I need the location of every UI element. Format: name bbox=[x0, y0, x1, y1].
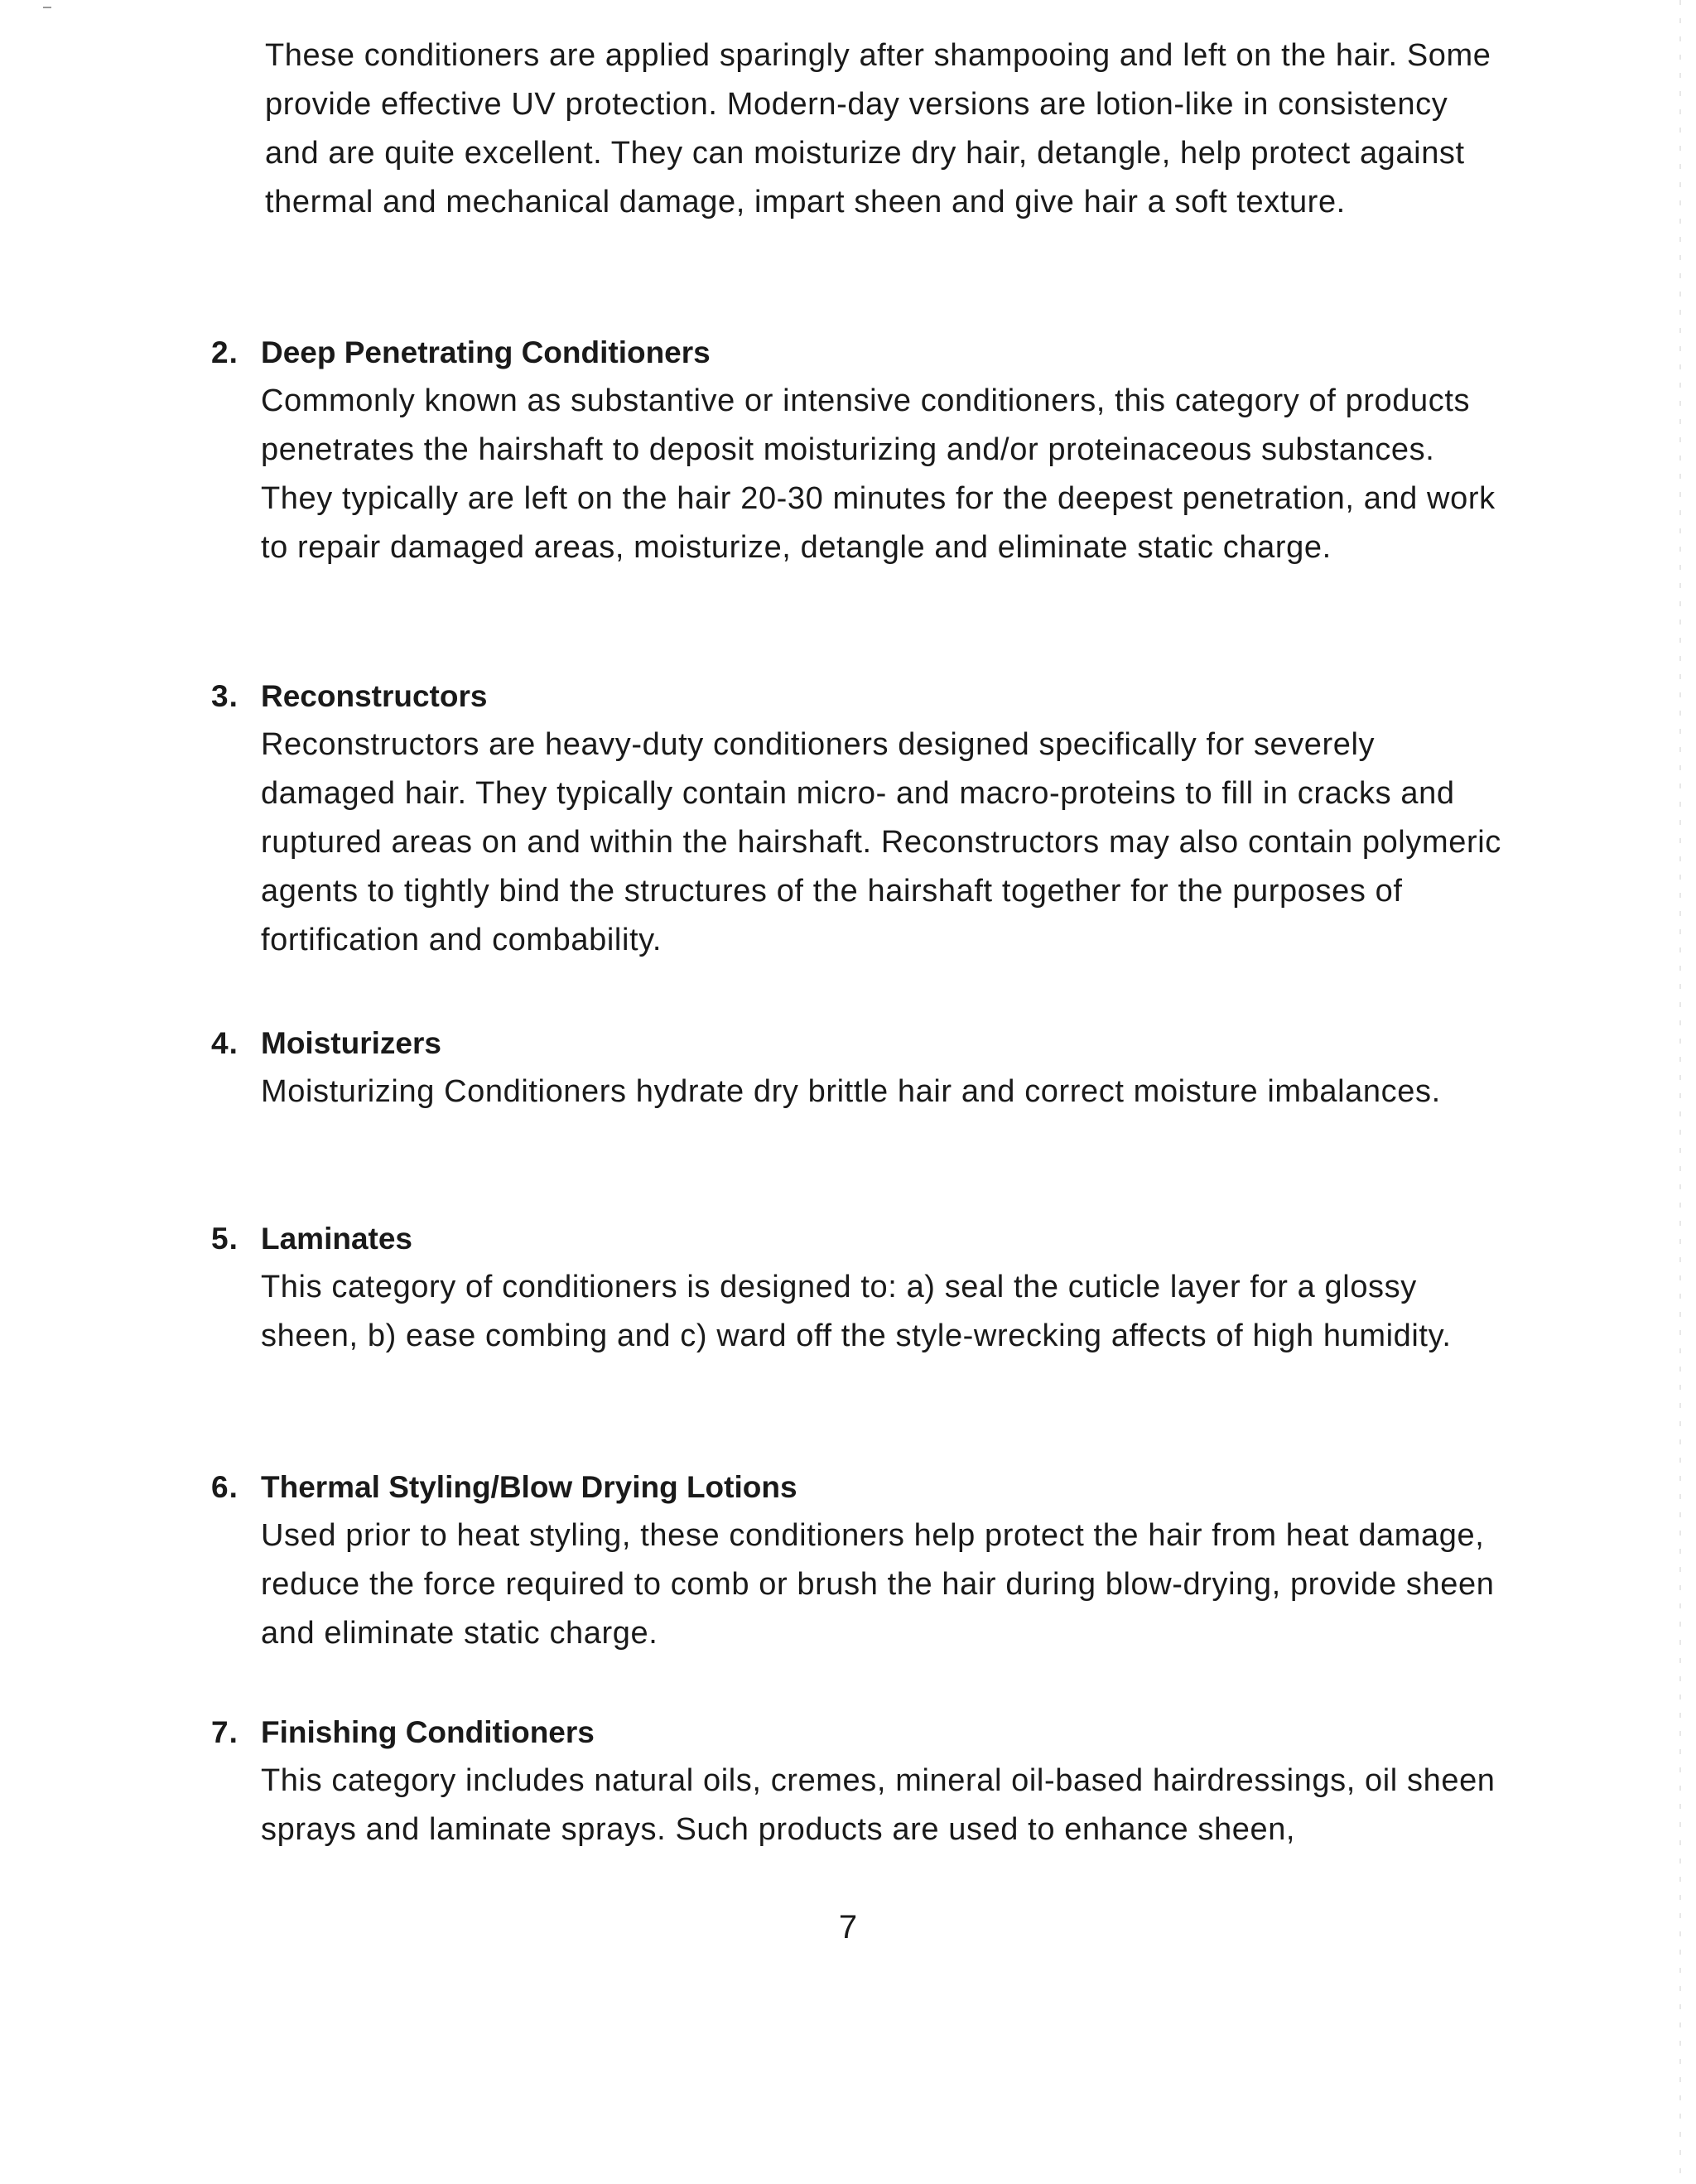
list-item-reconstructors bbox=[211, 672, 1536, 965]
list-item-title: Moisturizers bbox=[261, 1026, 441, 1060]
list-item-title: Laminates bbox=[261, 1222, 413, 1256]
list-item-body: This category of conditioners is designed to: a) seal the cuticle layer for a glossy sheen, b) ease combing and c) ward off the style-wrecking affects of high humidity. bbox=[261, 1270, 1452, 1353]
list-item-heading bbox=[211, 328, 1536, 377]
page-number: 7 bbox=[838, 1909, 858, 1945]
list-item-laminates bbox=[211, 1214, 1536, 1361]
list-item-heading bbox=[211, 1463, 1536, 1511]
list-item-title: Thermal Styling/Blow Drying Lotions bbox=[261, 1470, 797, 1504]
scan-edge-artifact bbox=[1679, 0, 1681, 2184]
list-item-number: 6. bbox=[211, 1470, 238, 1504]
list-item-number: 7. bbox=[211, 1715, 238, 1749]
list-item-number: 5. bbox=[211, 1222, 238, 1256]
list-item-finishing-conditioners bbox=[211, 1708, 1536, 1854]
list-item-deep-penetrating-conditioners bbox=[211, 328, 1536, 572]
list-item-body: Used prior to heat styling, these conditioners help protect the hair from heat damage, reduce the force required to comb or brush the hair during blow-drying, provide sheen and eliminate static charge. bbox=[261, 1518, 1495, 1651]
list-item-body: Commonly known as substantive or intensive conditioners, this category of products penetrates the hairshaft to deposit moisturizing and/or proteinaceous substances. They typically are left on the hair 20-30 minutes for the deepest penetration, and work to repair damaged areas, moisturize, detangle and eliminate static charge. bbox=[261, 383, 1496, 565]
list-item-number: 2. bbox=[211, 335, 238, 369]
list-item-body: This category includes natural oils, cremes, mineral oil-based hairdressings, oil sheen sprays and laminate sprays. Such products are used to enhance sheen, bbox=[261, 1763, 1496, 1847]
list-item-title: Finishing Conditioners bbox=[261, 1715, 595, 1749]
list-item-body: Moisturizing Conditioners hydrate dry brittle hair and correct moisture imbalances. bbox=[261, 1074, 1441, 1109]
scan-corner-mark bbox=[43, 7, 51, 8]
list-item-body: Reconstructors are heavy-duty conditioners designed specifically for severely damaged hair. They typically contain micro- and macro-proteins to fill in cracks and ruptured areas on and within the hairshaft. Reconstructors may also contain polymeric agents to tightly bind the structures of the hairshaft together for the purposes of fortification and combability. bbox=[261, 727, 1501, 957]
list-item-title: Reconstructors bbox=[261, 679, 488, 713]
list-item-heading bbox=[211, 1214, 1536, 1263]
list-item-heading bbox=[211, 672, 1536, 721]
list-item-heading bbox=[211, 1019, 1536, 1068]
list-item-number: 3. bbox=[211, 679, 238, 713]
list-item-moisturizers bbox=[211, 1019, 1536, 1116]
list-item-number: 4. bbox=[211, 1026, 238, 1060]
list-item-heading bbox=[211, 1708, 1536, 1757]
intro-paragraph: These conditioners are applied sparingly after shampooing and left on the hair. Some provide effective UV protection. Modern-day versions are lotion-like in consistency and are quite excellent. They can moisturize dry hair, detangle, help protect against thermal and mechanical damage, impart sheen and give hair a soft texture. bbox=[265, 38, 1491, 219]
list-item-title: Deep Penetrating Conditioners bbox=[261, 335, 711, 369]
list-item-thermal-styling-lotions bbox=[211, 1463, 1536, 1658]
